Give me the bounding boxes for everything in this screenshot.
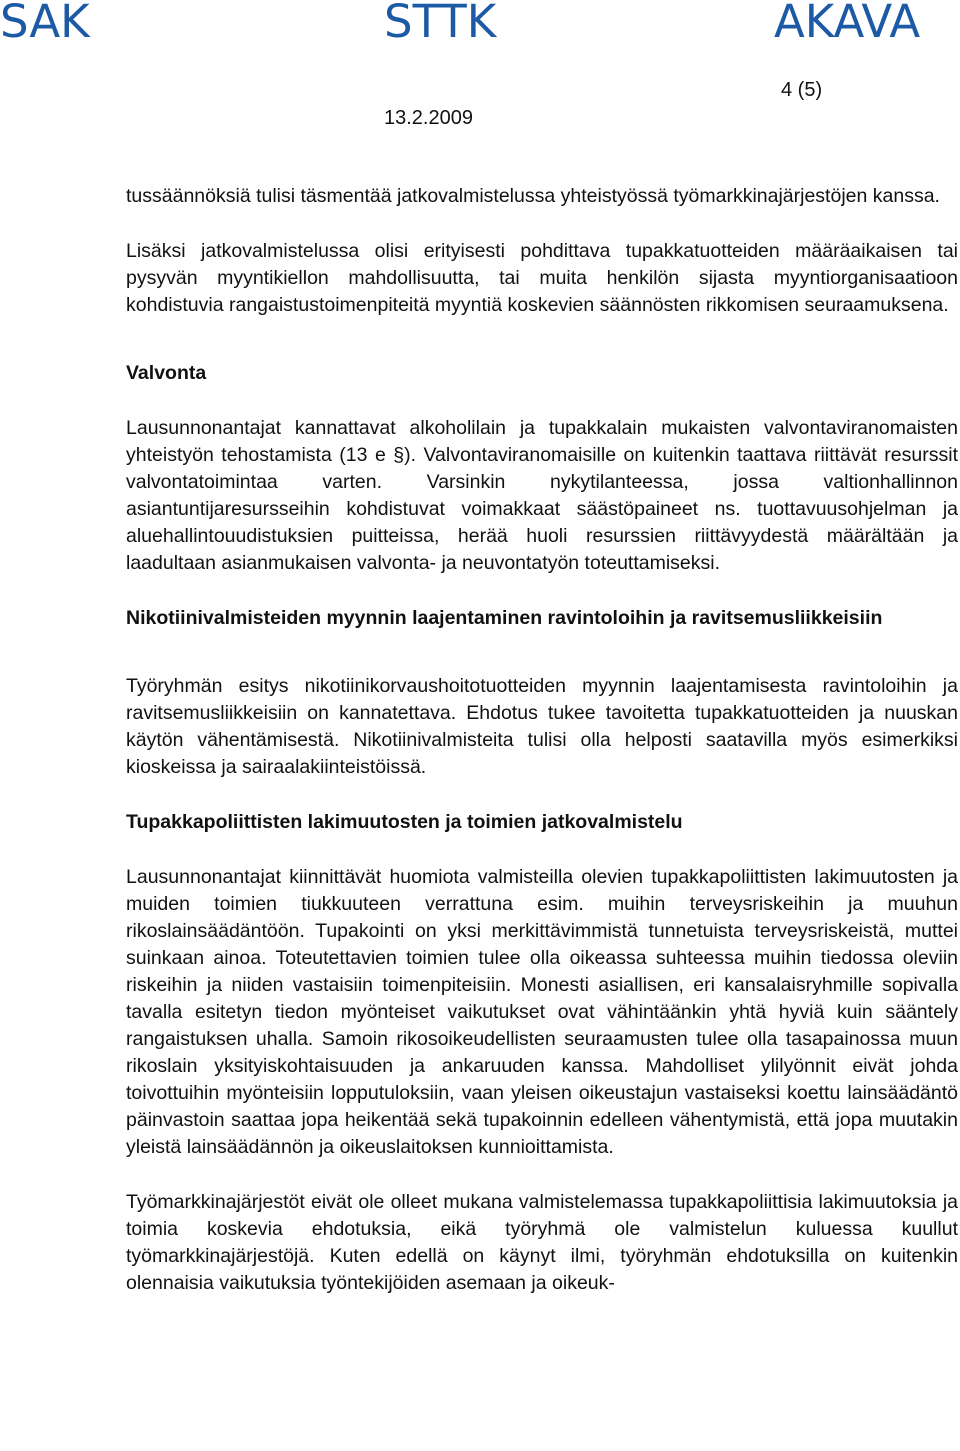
logo-akava: AKAVA	[774, 0, 921, 48]
paragraph-valvonta: Lausunnonantajat kannattavat alkoholilain ja tupakkalain mukaisten valvontaviranomaisten yhteistyön tehostamista (13 e §). Valvontaviranomaisille on kuitenkin taattava riittävät resurssit valvontatoimintaa varten. Varsinkin nykytilanteessa, jossa valtionhallinnon asiantuntijaresursseihin kohdistuvat voimakkaat säästöpaineet ns. tuottavuusohjelman ja aluehallintouudistuksien puitteissa, herää huoli resurssien riittävyydestä määrältään ja laadultaan asianmukaisen valvonta- ja neuvontatyön toteuttamiseksi.	[126, 417, 958, 574]
heading-nikotiinivalmisteet: Nikotiinivalmisteiden myynnin laajentaminen ravintoloihin ja ravitsemusliikkeisiin	[126, 607, 883, 629]
page-number: 4 (5)	[781, 79, 823, 101]
paragraph-tyomarkkinajarjestot: Työmarkkinajärjestöt eivät ole olleet mukana valmistelemassa tupakkapoliittisia lakimuutoksia ja toimia koskevia ehdotuksia, eikä työryhmä ole valmistelun kuluessa kuullut työmarkkinajärjestöjä. Kuten edellä on käynyt ilmi, työryhmän ehdotuksilla on kuitenkin olennaisia vaikutuksia työntekijöiden asemaan ja oikeuk-	[126, 1191, 958, 1294]
document-date: 13.2.2009	[384, 107, 473, 129]
paragraph-tupakkapolitiikka: Lausunnonantajat kiinnittävät huomiota valmisteilla olevien tupakkapoliittisten lakimuutosten ja muiden toimien tiukkuuteen verrattuna esim. muihin terveysriskeihin ja muuhun rikoslainsäädäntöön. Tupakointi on yksi merkittävimmistä tunnetuista terveysriskeistä, muttei suinkaan ainoa. Toteutettavien toimien tulee olla oikeassa suhteessa muihin tiedossa oleviin riskeihin ja niiden vastaisiin toimenpiteisiin. Monesti asiallisen, eri kansalaisryhmille sopivalla tavalla esitetyn tiedon myönteiset vaikutukset ovat vähintäänkin yhtä hyviä kuin sääntely rangaistuksen uhalla. Samoin rikosoikeudellisten seuraamusten tulee olla tasapainossa muun rikoslain yksityiskohtaisuuden ja ankaruuden kanssa. Mahdolliset ylilyönnit eivät johda toivottuihin myönteisiin lopputuloksiin, vaan yleisen oikeustajun vastaiseksi koettu lainsäädäntö päinvastoin saattaa jopa heikentää sekä tupakoinnin edelleen vähentymistä, että jopa muutakin yleistä lainsäädännön ja oikeuslaitoksen kunnioittamista.	[126, 866, 958, 1158]
logo-sak: SAK	[0, 0, 90, 48]
heading-tupakkapolitiikka: Tupakkapoliittisten lakimuutosten ja toimien jatkovalmistelu	[126, 811, 683, 833]
logo-sttk: STTK	[384, 0, 497, 48]
paragraph-intro-continuation: tussäännöksiä tulisi täsmentää jatkovalmistelussa yhteistyössä työmarkkinajärjestöjen kanssa.	[126, 185, 940, 207]
paragraph-sanctions: Lisäksi jatkovalmistelussa olisi erityisesti pohdittava tupakkatuotteiden määräaikaisen tai pysyvän myyntikiellon mahdollisuutta, tai muita henkilön sijasta myyntiorganisaatioon kohdistuvia rangaistustoimenpiteitä myyntiä koskevien säännösten rikkomisen seuraamuksena.	[126, 240, 958, 316]
paragraph-nikotiinivalmisteet: Työryhmän esitys nikotiinikorvaushoitotuotteiden myynnin laajentamisesta ravintoloihin ja ravitsemusliikkeisiin on kannatettava. Ehdotus tukee tavoitetta tupakkatuotteiden ja nuuskan käytön vähentämisestä. Nikotiinivalmisteita tulisi olla helposti saatavilla myös esimerkiksi kioskeissa ja sairaalakiinteistöissä.	[126, 675, 958, 778]
heading-valvonta: Valvonta	[126, 362, 207, 384]
document-body	[126, 183, 958, 1297]
header-logos	[0, 0, 960, 48]
